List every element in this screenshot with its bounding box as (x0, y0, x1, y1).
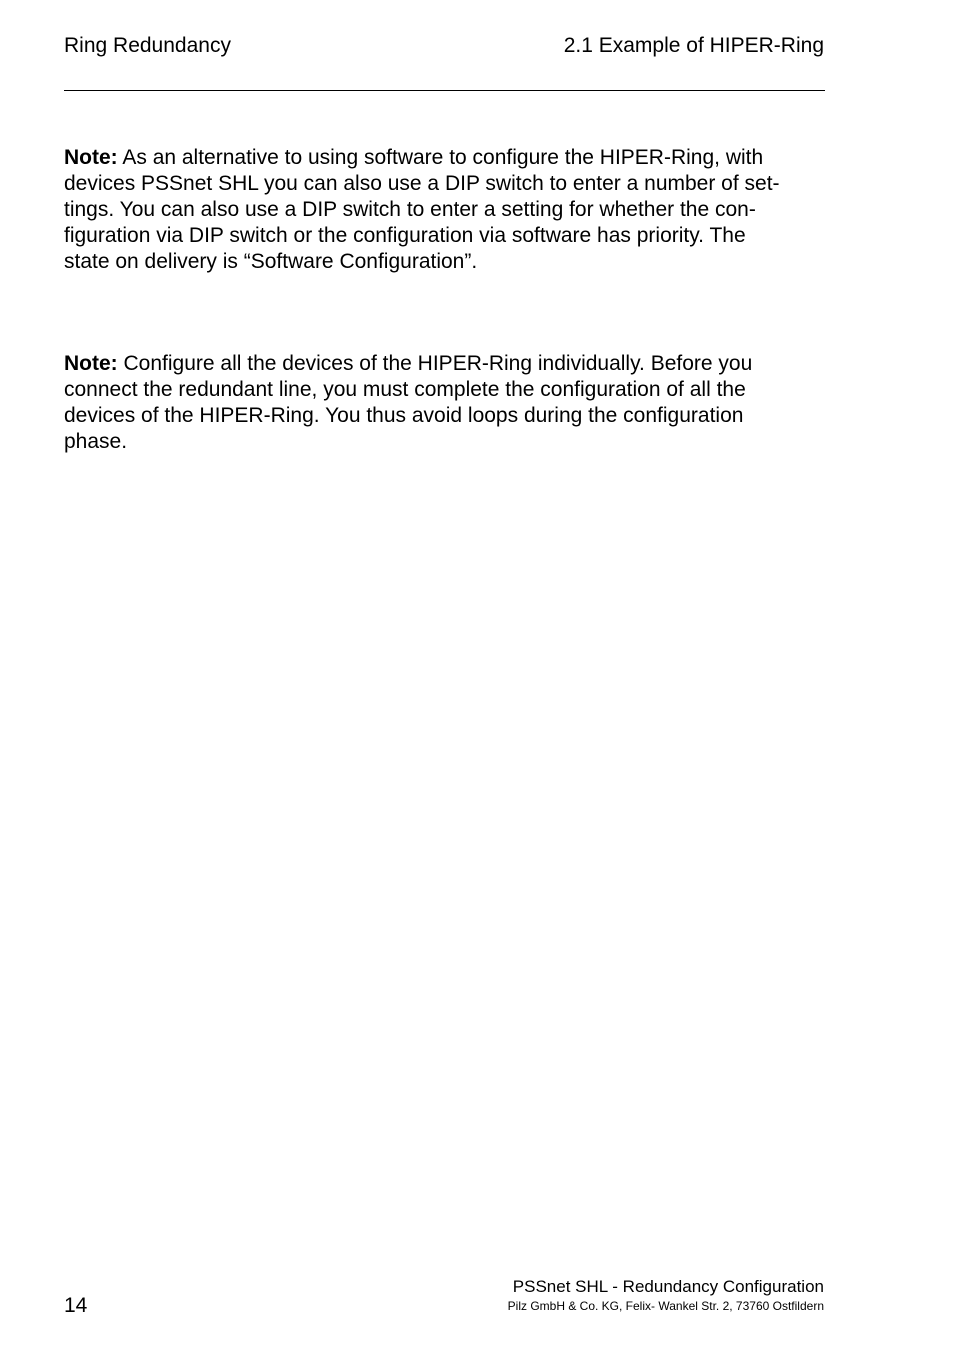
note-line: devices of the HIPER-Ring. You thus avoid loops during the configuration (64, 404, 744, 427)
note-line: devices PSSnet SHL you can also use a DIP switch to enter a number of set- (64, 172, 780, 195)
note-line: phase. (64, 430, 128, 453)
running-header-section: 2.1 Example of HIPER-Ring (563, 34, 824, 57)
footer-address: Pilz GmbH & Co. KG, Felix- Wankel Str. 2, 73760 Ostfildern (507, 1299, 824, 1313)
note-text: Configure all the devices of the HIPER-Ring individually. Before you (117, 352, 753, 375)
note-line: state on delivery is “Software Configuration”. (64, 250, 478, 273)
note-line: tings. You can also use a DIP switch to enter a setting for whether the con- (64, 198, 756, 221)
note-line: figuration via DIP switch or the configuration via software has priority. The (64, 224, 746, 247)
note-text: As an alternative to using software to configure the HIPER-Ring, with (117, 146, 764, 169)
running-header-chapter: Ring Redundancy (64, 34, 231, 57)
note-label: Note: (64, 352, 118, 375)
note-label: Note: (64, 146, 118, 169)
note-dip-switch (64, 145, 828, 275)
note-configure-individually (64, 351, 828, 455)
page-number: 14 (64, 1294, 88, 1317)
footer-document-title: PSSnet SHL - Redundancy Configuration (512, 1277, 824, 1296)
note-line (64, 351, 828, 377)
note-line (64, 145, 828, 171)
note-line: connect the redundant line, you must complete the configuration of all the (64, 378, 746, 401)
header-divider (64, 90, 825, 91)
